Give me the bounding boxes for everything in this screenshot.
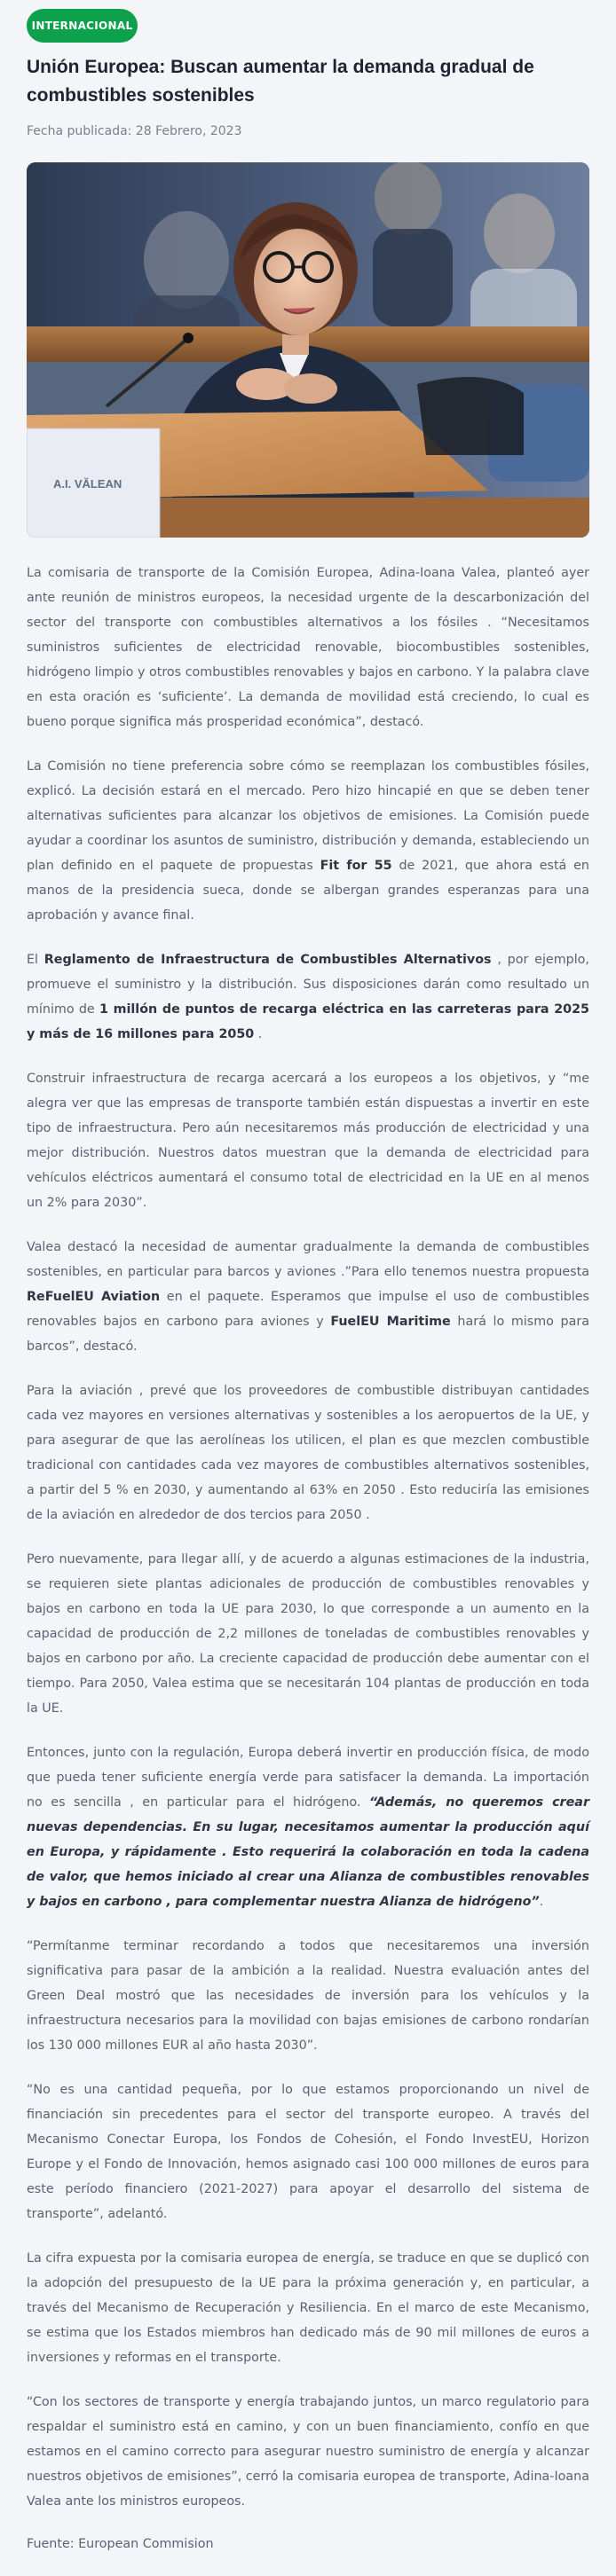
article-title: Unión Europea: Buscan aumentar la demanda gradual de combustibles sostenibles: [27, 57, 534, 106]
paragraph-1: La comisaria de transporte de la Comisión Europea, Adina-Ioana Valea, planteó ayer ante reunión de ministros europeos, la necesidad urgente de la descarbonización del sector del transporte con combustibles alternativos a los fósiles . “Necesitamos suministros suficientes de electricidad renovable, biocombustibles sostenibles, hidrógeno limpio y otros combustibles renovables y bajos en carbono. Y la palabra clave en esta oración es ‘suficiente’. La demanda de movilidad está creciendo, lo cual es bueno porque significa más prosperidad económica”, destacó.: [27, 566, 589, 729]
paragraph-6: Para la aviación , prevé que los proveedores de combustible distribuyan cantidades cada vez mayores en versiones alternativas y sostenibles a los aeropuertos de la UE, y para asegurar de que las aerolíneas los utilicen, el plan es que mezclen combustible tradicional con cantidades cada vez mayores de combustibles alternativos sostenibles, a partir del 5 % en 2030, y aumentando al 63% en 2050 . Esto reduciría las emisiones de la aviación en alrededor de dos tercios para 2050 .: [27, 1384, 589, 1522]
paragraph-2: La Comisión no tiene preferencia sobre cómo se reemplazan los combustibles fósiles, explicó. La decisión estará en el mercado. Pero hizo hincapié en que se deben tener alternativas suficientes para alcanzar los objetivos de emisiones. La Comisión puede ayudar a coordinar los asuntos de suministro, distribución y demanda, estableciendo un plan definido en el paquete de propuestas Fit for 55 de 2021, que ahora está en manos de la presidencia sueca, donde se albergan grandes esperanzas para una aprobación y avance final.: [27, 759, 589, 923]
paragraph-5: Valea destacó la necesidad de aumentar gradualmente la demanda de combustibles sostenibles, en particular para barcos y aviones .”Para ello tenemos nuestra propuesta ReFuelEU Aviation en el paquete. Esperamos que impulse el uso de combustibles renovables bajos en carbono para aviones y FuelEU Maritime hará lo mismo para barcos”, destacó.: [27, 1240, 589, 1354]
category-badge[interactable]: INTERNACIONAL: [27, 9, 138, 43]
paragraph-12: “Con los sectores de transporte y energía trabajando juntos, un marco regulatorio para respaldar el suministro está en camino, y con un buen financiamiento, confío en que estamos en el camino correcto para asegurar nuestro suministro de energía y alcanzar nuestros objetivos de emisiones”, cerró la comisaria europea de transporte, Adina-Ioana Valea ante los ministros europeos.: [27, 2395, 589, 2509]
paragraph-4: Construir infraestructura de recarga acercará a los europeos a los objetivos, y “me alegra ver que las empresas de transporte también están dispuestas a invertir en este tipo de infraestructura. Pero aún necesitaremos más producción de electricidad y una mejor distribución. Nuestros datos muestran que la demanda de electricidad para vehículos eléctricos aumentará el consumo total de electricidad en la UE en al menos un 2% para 2030”.: [27, 1072, 589, 1210]
paragraph-10: “No es una cantidad pequeña, por lo que estamos proporcionando un nivel de financiación sin precedentes para el sector del transporte europeo. A través del Mecanismo Conectar Europa, los Fondos de Cohesión, el Fondo InvestEU, Horizon Europe y el Fondo de Innovación, hemos asignado casi 100 000 millones de euros para este período financiero (2021-2027) para apoyar el desarrollo del sistema de transporte”, adelantó.: [27, 2083, 589, 2221]
paragraph-11: La cifra expuesta por la comisaria europea de energía, se traduce en que se duplicó con la adopción del presupuesto de la UE para la próxima generación y, en particular, a través del Mecanismo de Recuperación y Resiliencia. En el marco de este Mecanismo, se estima que los Estados miembros han dedicado más de 90 mil millones de euros a inversiones y reformas en el transporte.: [27, 2251, 589, 2365]
nameplate-text: A.I. VĂLEAN: [53, 477, 122, 491]
article-body: [27, 561, 589, 2576]
paragraph-9: “Permítanme terminar recordando a todos que necesitaremos una inversión significativa para pasar de la ambición a la realidad. Nuestra evaluación antes del Green Deal mostró que las necesidades de inversión para los vehículos y la infraestructura necesarios para la movilidad con bajas emisiones de carbono rondarían los 130 000 millones EUR al año hasta 2030”.: [27, 1939, 589, 2053]
article-source: Fuente: European Commision: [27, 2537, 214, 2551]
paragraph-8: Entonces, junto con la regulación, Europa deberá invertir en producción física, de modo que pueda tener suficiente energía verde para satisfacer la demanda. La importación no es sencilla , en particular para el hidrógeno. “Además, no queremos crear nuevas dependencias. En su lugar, necesitamos aumentar la producción aquí en Europa, y rápidamente . Esto requerirá la colaboración en toda la cadena de valor, que hemos iniciado al crear una Alianza de combustibles renovables y bajos en carbono , para complementar nuestra Alianza de hidrógeno”.: [27, 1746, 589, 1909]
hero-photo: [27, 162, 589, 538]
paragraph-7: Pero nuevamente, para llegar allí, y de acuerdo a algunas estimaciones de la industria, se requieren siete plantas adicionales de producción de combustibles renovables y bajos en carbono en toda la UE para 2030, lo que corresponde a un aumento en la capacidad de producción de 2,2 millones de toneladas de combustibles renovables y bajos en carbono por año. La creciente capacidad de producción debe aumentar con el tiempo. Para 2050, Valea estima que se necesitarán 104 plantas de producción en toda la UE.: [27, 1552, 589, 1716]
article-hero-image: [27, 162, 589, 538]
paragraph-3: El Reglamento de Infraestructura de Combustibles Alternativos , por ejemplo, promueve el suministro y la distribución. Sus disposiciones darán como resultado un mínimo de 1 millón de puntos de recarga eléctrica en las carreteras para 2025 y más de 16 millones para 2050 .: [27, 953, 589, 1041]
publish-date: Fecha publicada: 28 Febrero, 2023: [27, 124, 242, 138]
